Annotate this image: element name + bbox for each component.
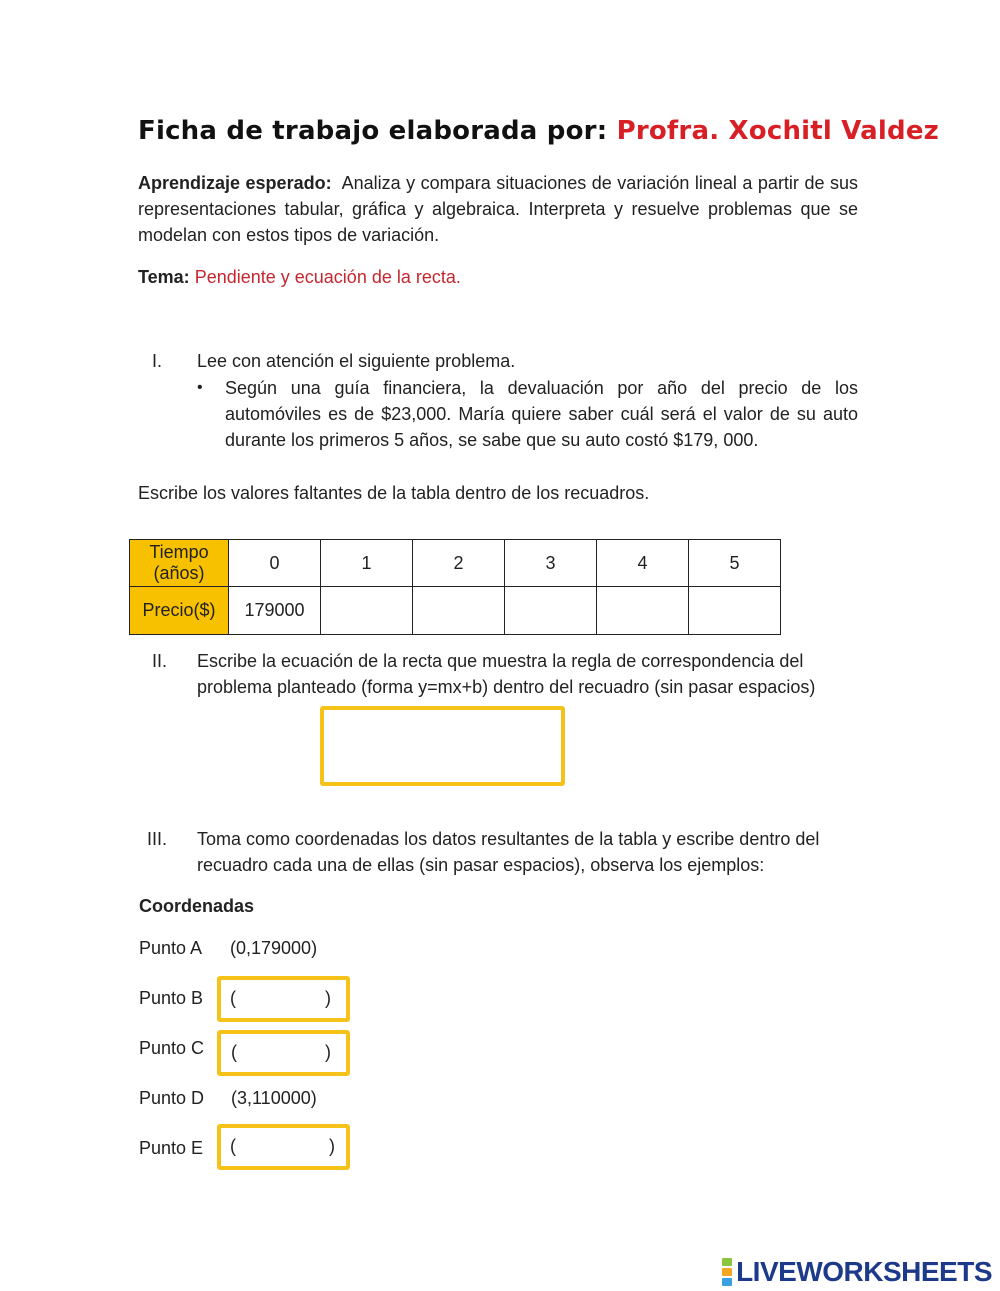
logo-icon <box>722 1257 732 1287</box>
open-paren: ( <box>230 1136 236 1156</box>
point-d-label: Punto D <box>139 1088 205 1108</box>
open-paren: ( <box>231 1042 237 1062</box>
section-2-numeral: II. <box>152 651 168 671</box>
learning-objective <box>138 170 858 248</box>
topic-label: Tema: <box>138 267 190 287</box>
price-input-cell[interactable] <box>597 587 689 635</box>
year-cell: 2 <box>413 540 505 587</box>
point-b-label: Punto B <box>139 988 204 1008</box>
section-1-numeral: I. <box>152 351 163 371</box>
point-c-input[interactable] <box>217 1030 350 1076</box>
point-e-label: Punto E <box>139 1138 204 1158</box>
time-header: Tiempo (años) <box>130 540 229 587</box>
close-paren: ) <box>325 1042 331 1062</box>
liveworksheets-logo <box>722 1256 992 1288</box>
price-input-cell[interactable] <box>413 587 505 635</box>
section-3-numeral: III. <box>147 829 168 849</box>
values-table <box>129 539 781 635</box>
point-e-input[interactable] <box>217 1124 350 1170</box>
point-b-input[interactable] <box>217 976 350 1022</box>
year-cell: 4 <box>597 540 689 587</box>
year-cell: 0 <box>229 540 321 587</box>
table-row-time <box>130 540 781 587</box>
topic-text: Pendiente y ecuación de la recta. <box>194 267 461 287</box>
point-d-value: (3,110000) <box>231 1088 317 1108</box>
title-prefix: Ficha de trabajo elaborada por: <box>138 116 608 146</box>
point-c-label: Punto C <box>139 1038 205 1058</box>
section-3-text: Toma como coordenadas los datos resultantes de la tabla y escribe dentro del recuadro cada una de ellas (sin pasar espacios), observa los ejemplos: <box>197 829 820 875</box>
price-input-cell[interactable] <box>689 587 781 635</box>
section-2-text: Escribe la ecuación de la recta que muestra la regla de correspondencia del problema planteado (forma y=mx+b) dentro del recuadro (sin pasar espacios) <box>197 651 816 697</box>
problem-statement: Según una guía financiera, la devaluación por año del precio de los automóviles es de $23,000. María quiere saber cuál será el valor de su auto durante los primeros 5 años, se sabe que su auto costó $179, 000. <box>225 378 858 450</box>
price-header: Precio($) <box>130 587 229 635</box>
coordinates-title: Coordenadas <box>139 896 255 916</box>
price-input-cell[interactable] <box>321 587 413 635</box>
equation-input[interactable] <box>320 706 565 786</box>
price-cell: 179000 <box>229 587 321 635</box>
learning-objective-label: Aprendizaje esperado: <box>138 173 332 193</box>
point-a-value: (0,179000) <box>230 938 318 958</box>
close-paren: ) <box>329 1136 335 1156</box>
close-paren: ) <box>325 988 331 1008</box>
worksheet-title <box>138 116 939 146</box>
year-cell: 1 <box>321 540 413 587</box>
price-input-cell[interactable] <box>505 587 597 635</box>
author-name: Profra. Xochitl Valdez <box>616 116 939 146</box>
logo-text: LIVEWORKSHEETS <box>736 1256 992 1287</box>
table-instruction: Escribe los valores faltantes de la tabla dentro de los recuadros. <box>138 483 650 503</box>
topic <box>138 264 858 290</box>
learning-objective-text: Analiza y compara situaciones de variación lineal a partir de sus representaciones tabular, gráfica y algebraica. Interpreta y resuelve problemas que se modelan con estos tipos de variación. <box>138 173 858 245</box>
open-paren: ( <box>230 988 236 1008</box>
point-a-label: Punto A <box>139 938 203 958</box>
table-row-price <box>130 587 781 635</box>
year-cell: 3 <box>505 540 597 587</box>
year-cell: 5 <box>689 540 781 587</box>
bullet-icon: • <box>197 379 203 396</box>
section-1-instruction: Lee con atención el siguiente problema. <box>197 351 516 371</box>
